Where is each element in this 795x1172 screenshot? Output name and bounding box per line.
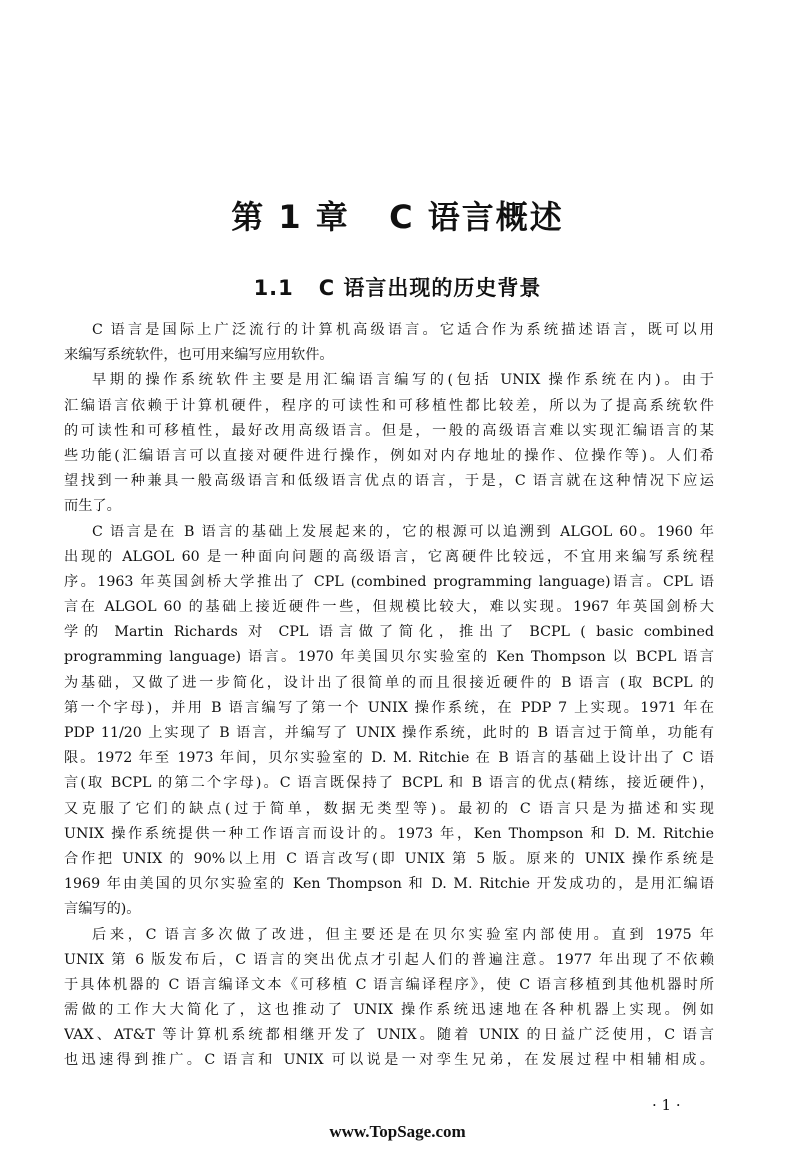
- footer-website: www.TopSage.com: [329, 1122, 466, 1141]
- body-text: [64, 318, 714, 1074]
- chapter-title: 第 1 章 C 语言概述: [231, 198, 564, 236]
- text-line: 限。1972 年至 1973 年间，贝尔实验室的 D. M. Ritchie 在 B 语言的基础上设计出了 C 语: [64, 750, 714, 767]
- text-line: 来编写系统软件，也可用来编写应用软件。: [64, 347, 334, 364]
- text-line: 后来，C 语言多次做了改进，但主要还是在贝尔实验室内部使用。直到 1975 年: [92, 926, 714, 943]
- text-line: UNIX 操作系统提供一种工作语言而设计的。1973 年，Ken Thompson 和 D. M. Ritchie: [64, 825, 714, 842]
- text-line: 又克服了它们的缺点(过于简单，数据无类型等)。最初的 C 语言只是为描述和实现: [64, 800, 714, 817]
- text-line: 为基础，又做了进一步简化，设计出了很简单的而且很接近硬件的 B 语言 (取 BCPL 的: [64, 674, 714, 691]
- text-line: 些功能(汇编语言可以直接对硬件进行操作，例如对内存地址的操作、位操作等)。人们希: [64, 447, 714, 464]
- text-line: 序。1963 年英国剑桥大学推出了 CPL (combined programming language)语言。CPL 语: [64, 573, 714, 590]
- text-line: 言在 ALGOL 60 的基础上接近硬件一些，但规模比较大，难以实现。1967 年英国剑桥大: [64, 599, 714, 616]
- text-line: 望找到一种兼具一般高级语言和低级语言优点的语言，于是，C 语言就在这种情况下应运: [64, 473, 714, 490]
- text-line: 早期的操作系统软件主要是用汇编语言编写的(包括 UNIX 操作系统在内)。由于: [92, 372, 714, 389]
- text-line: 第一个字母)，并用 B 语言编写了第一个 UNIX 操作系统，在 PDP 7 上实现。1971 年在: [64, 699, 714, 716]
- text-line: VAX、AT&T 等计算机系统都相继开发了 UNIX。随着 UNIX 的日益广泛使用，C 语言: [64, 1027, 714, 1044]
- text-line: 言编写的)。: [64, 901, 141, 918]
- text-line: 学的 Martin Richards 对 CPL 语言做了简化，推出了 BCPL ( basic combined: [64, 624, 714, 641]
- text-line: C 语言是国际上广泛流行的计算机高级语言。它适合作为系统描述语言，既可以用: [92, 322, 714, 338]
- text-line: 合作把 UNIX 的 90%以上用 C 语言改写(即 UNIX 第 5 版。原来的 UNIX 操作系统是: [64, 850, 714, 867]
- text-line: C 语言是在 B 语言的基础上发展起来的，它的根源可以追溯到 ALGOL 60。1960 年: [92, 523, 714, 540]
- section-title: 1.1 C 语言出现的历史背景: [253, 276, 542, 300]
- text-line: 言(取 BCPL 的第二个字母)。C 语言既保持了 BCPL 和 B 语言的优点(精练，接近硬件)，: [64, 775, 714, 792]
- text-line: 的可读性和可移植性，最好改用高级语言。但是，一般的高级语言难以实现汇编语言的某: [64, 422, 714, 439]
- page-number: · 1 ·: [652, 1096, 681, 1114]
- text-line: 而生了。: [64, 498, 121, 515]
- text-line: PDP 11/20 上实现了 B 语言，并编写了 UNIX 操作系统，此时的 B 语言过于简单，功能有: [64, 725, 714, 741]
- text-line: 汇编语言依赖于计算机硬件，程序的可读性和可移植性都比较差，所以为了提高系统软件: [64, 397, 714, 414]
- text-line: 需做的工作大大简化了，这也推动了 UNIX 操作系统迅速地在各种机器上实现。例如: [64, 1002, 714, 1019]
- text-line: UNIX 第 6 版发布后，C 语言的突出优点才引起人们的普遍注意。1977 年出现了不依赖: [64, 951, 714, 968]
- text-line: 出现的 ALGOL 60 是一种面向问题的高级语言，它离硬件比较远，不宜用来编写系统程: [64, 548, 714, 565]
- text-line: 1969 年由美国的贝尔实验室的 Ken Thompson 和 D. M. Ritchie 开发成功的，是用汇编语: [64, 876, 714, 893]
- text-line: 也迅速得到推广。C 语言和 UNIX 可以说是一对孪生兄弟，在发展过程中相辅相成。: [64, 1052, 714, 1069]
- text-line: 于具体机器的 C 语言编译文本《可移植 C 语言编译程序》，使 C 语言移植到其他机器时所: [64, 976, 714, 993]
- text-line: programming language) 语言。1970 年美国贝尔实验室的 Ken Thompson 以 BCPL 语言: [64, 649, 714, 666]
